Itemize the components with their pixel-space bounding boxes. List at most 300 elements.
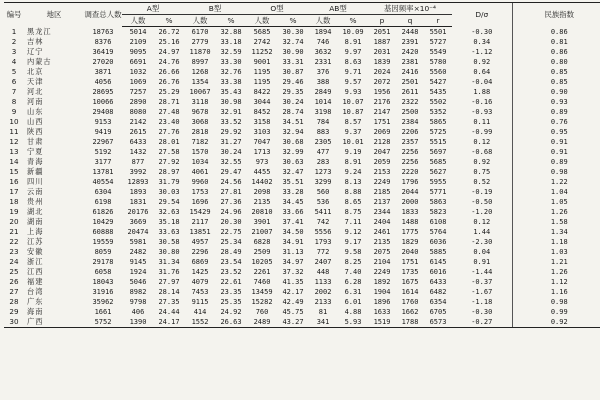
cell-o-percent: 37.41 (282, 218, 304, 226)
cell-o-count: 2509 (253, 248, 271, 256)
table-row (4, 117, 600, 127)
cell-ab-count: 81 (318, 308, 328, 316)
cell-a-percent: 30.58 (158, 238, 180, 246)
cell-a-count: 2109 (129, 38, 147, 46)
table-row (4, 227, 600, 237)
cell-b-percent: 28.49 (220, 248, 242, 256)
cell-b-percent: 23.54 (220, 258, 242, 266)
cell-o-percent: 29.35 (282, 88, 304, 96)
cell-q: 2000 (401, 198, 419, 206)
cell-ab-percent: 9.24 (344, 168, 362, 176)
header-total: 调查总人数 (84, 3, 122, 27)
cell-region: 山东 (27, 107, 44, 116)
header-no: 编号 (4, 3, 24, 27)
cell-ab-percent: 9.97 (344, 48, 362, 56)
cell-q: 2256 (401, 148, 419, 156)
cell-a-count: 2615 (129, 128, 147, 136)
cell-ethnic-index: 0.89 (512, 107, 600, 117)
cell-d-sigma: 0.11 (473, 118, 491, 126)
cell-o-count: 3103 (253, 128, 271, 136)
cell-r: 6108 (429, 218, 447, 226)
cell-d-sigma: 0.04 (473, 248, 491, 256)
cell-no: 3 (11, 47, 17, 56)
cell-o-count: 7047 (253, 138, 271, 146)
cell-p: 2031 (373, 48, 391, 56)
cell-region: 江西 (27, 267, 44, 276)
cell-a-percent: 27.48 (158, 108, 180, 116)
cell-ab-percent: 8.65 (344, 198, 362, 206)
cell-q: 2391 (401, 38, 419, 46)
header-group-b: B型 (184, 3, 246, 15)
cell-a-count: 6433 (129, 138, 147, 146)
cell-b-percent: 20.30 (220, 218, 242, 226)
cell-region: 吉林 (27, 37, 44, 46)
cell-p: 2344 (373, 208, 391, 216)
cell-b-percent: 29.47 (220, 168, 242, 176)
cell-d-sigma: 0.64 (473, 68, 491, 76)
cell-d-sigma: -0.27 (452, 317, 512, 328)
cell-d-sigma: -0.30 (471, 308, 493, 316)
cell-b-percent: 29.92 (220, 128, 242, 136)
subheader-p: p (368, 15, 396, 27)
cell-p: 2051 (373, 28, 391, 36)
cell-a-percent: 24.17 (154, 317, 184, 328)
cell-ethnic-index: 0.85 (512, 77, 600, 87)
cell-q: 2044 (401, 188, 419, 196)
cell-a-count: 877 (131, 158, 145, 166)
cell-p: 1892 (373, 278, 391, 286)
cell-b-percent: 32.55 (220, 158, 242, 166)
cell-q: 2256 (401, 158, 419, 166)
cell-a-count: 20474 (127, 228, 149, 236)
cell-a-count: 2482 (129, 248, 147, 256)
cell-p: 2128 (373, 138, 391, 146)
cell-r: 5685 (429, 158, 447, 166)
cell-o-count: 2135 (253, 198, 271, 206)
cell-b-percent: 31.27 (220, 138, 242, 146)
cell-total: 10429 (92, 218, 114, 226)
cell-ab-count: 1273 (314, 168, 332, 176)
cell-a-count: 7257 (129, 88, 147, 96)
cell-no: 5 (11, 67, 17, 76)
cell-no: 28 (9, 297, 19, 306)
cell-total: 6304 (94, 188, 112, 196)
cell-b-count: 15429 (189, 208, 211, 216)
cell-region: 甘肃 (27, 137, 44, 146)
cell-d-sigma: -0.16 (471, 98, 493, 106)
cell-region: 云南 (27, 187, 44, 196)
cell-r: 5955 (429, 178, 447, 186)
cell-p: 1956 (373, 88, 391, 96)
cell-r: 5863 (429, 198, 447, 206)
header-group-ab: AB型 (308, 3, 368, 15)
cell-q: 1675 (401, 278, 419, 286)
cell-o-percent: 33.31 (282, 58, 304, 66)
table-row (4, 87, 600, 97)
cell-o-percent: 42.49 (282, 298, 304, 306)
table-row (4, 167, 600, 177)
cell-region: 台湾 (27, 287, 44, 296)
cell-r: 5771 (429, 188, 447, 196)
cell-d-sigma: -0.93 (471, 108, 493, 116)
cell-r: 5764 (429, 228, 447, 236)
cell-b-count: 9115 (191, 298, 209, 306)
cell-p: 2047 (373, 148, 391, 156)
cell-ab-count: 3299 (314, 178, 332, 186)
cell-o-count: 20810 (251, 208, 273, 216)
cell-o-count: 2489 (246, 317, 278, 328)
cell-ethnic-index: 0.93 (512, 97, 600, 107)
cell-a-percent: 26.66 (158, 68, 180, 76)
cell-o-count: 10205 (251, 258, 273, 266)
cell-r: 6354 (429, 298, 447, 306)
cell-ab-count: 376 (316, 68, 330, 76)
cell-no: 29 (9, 307, 19, 316)
cell-p: 2137 (373, 198, 391, 206)
cell-a-count: 9095 (129, 48, 147, 56)
cell-d-sigma: 0.52 (473, 178, 491, 186)
cell-ab-percent: 5.93 (338, 317, 368, 328)
cell-a-percent: 27.35 (158, 298, 180, 306)
cell-o-count: 13459 (251, 288, 273, 296)
cell-region: 黑龙江 (27, 26, 52, 36)
cell-r: 5865 (429, 118, 447, 126)
cell-ab-count: 560 (316, 188, 330, 196)
cell-region: 辽宁 (27, 47, 44, 56)
table-row (4, 307, 600, 317)
cell-total: 29408 (92, 108, 114, 116)
cell-a-percent: 29.54 (158, 198, 180, 206)
cell-b-count: 6869 (191, 258, 209, 266)
cell-total: 61826 (92, 208, 114, 216)
cell-a-percent: 25.16 (158, 38, 180, 46)
cell-a-percent: 31.34 (158, 258, 180, 266)
cell-q: 2420 (401, 48, 419, 56)
cell-p: 2147 (373, 108, 391, 116)
cell-p: 2104 (373, 258, 391, 266)
table-row (4, 317, 600, 328)
cell-q: 1829 (401, 238, 419, 246)
cell-region: 四川 (27, 177, 44, 186)
cell-o-count: 1195 (253, 68, 271, 76)
cell-a-count: 8080 (129, 108, 147, 116)
cell-ab-percent: 8.63 (344, 58, 362, 66)
cell-region: 广西 (24, 317, 84, 328)
cell-a-percent: 28.14 (158, 288, 180, 296)
cell-q: 1662 (401, 308, 419, 316)
cell-total: 1661 (94, 308, 112, 316)
cell-ethnic-index: 0.95 (512, 127, 600, 137)
cell-d-sigma: -0.50 (471, 198, 493, 206)
blood-group-table (4, 2, 600, 328)
cell-ethnic-index: 1.03 (512, 247, 600, 257)
cell-a-percent: 27.58 (158, 148, 180, 156)
cell-region: 河南 (27, 97, 44, 106)
cell-b-percent: 27.81 (220, 188, 242, 196)
cell-o-percent: 34.91 (282, 238, 304, 246)
cell-a-count: 1893 (129, 188, 147, 196)
cell-ethnic-index: 0.86 (512, 47, 600, 57)
header-region: 地区 (24, 3, 84, 27)
table-row (4, 147, 600, 157)
table-row (4, 177, 600, 187)
cell-a-percent: 27.97 (158, 278, 180, 286)
cell-total: 35962 (92, 298, 114, 306)
cell-ab-percent: 6.28 (344, 278, 362, 286)
cell-region: 上海 (27, 227, 44, 236)
cell-ethnic-index: 0.85 (512, 67, 600, 77)
cell-total: 9153 (94, 118, 112, 126)
cell-ab-count: 1894 (314, 28, 332, 36)
cell-r: 5549 (429, 48, 447, 56)
cell-o-percent: 42.17 (282, 288, 304, 296)
cell-region: 湖南 (27, 217, 44, 226)
cell-o-percent: 30.90 (282, 48, 304, 56)
cell-a-percent: 32.63 (158, 208, 180, 216)
cell-o-count: 760 (255, 308, 269, 316)
cell-d-sigma: 0.75 (473, 168, 491, 176)
cell-b-count: 10067 (189, 88, 211, 96)
cell-no: 12 (9, 137, 19, 146)
cell-o-count: 21007 (251, 228, 273, 236)
cell-b-count: 11870 (189, 48, 211, 56)
table-row (4, 247, 600, 257)
cell-a-count: 5046 (129, 278, 147, 286)
cell-a-count: 5981 (129, 238, 147, 246)
cell-p: 2249 (373, 268, 391, 276)
cell-p: 2249 (373, 178, 391, 186)
cell-ab-count: 784 (316, 118, 330, 126)
cell-d-sigma: -1.12 (471, 48, 493, 56)
cell-q: 2448 (401, 28, 419, 36)
cell-a-count: 12893 (127, 178, 149, 186)
cell-o-percent: 32.74 (282, 38, 304, 46)
cell-r: 5435 (429, 88, 447, 96)
subheader-o-percent: % (278, 15, 308, 27)
cell-o-percent: 29.46 (282, 78, 304, 86)
cell-a-percent: 23.40 (158, 118, 180, 126)
cell-o-percent: 43.27 (278, 317, 308, 328)
cell-o-count: 3158 (253, 118, 271, 126)
cell-o-percent: 35.51 (282, 178, 304, 186)
cell-region: 湖北 (27, 207, 44, 216)
cell-total: 5752 (84, 317, 122, 328)
cell-b-count: 1570 (191, 148, 209, 156)
cell-b-percent: 32.76 (220, 68, 242, 76)
cell-no: 21 (9, 227, 19, 236)
cell-d-sigma: 0.92 (473, 58, 491, 66)
cell-a-percent: 31.79 (158, 178, 180, 186)
cell-b-percent: 30.24 (220, 148, 242, 156)
cell-no: 27 (9, 287, 19, 296)
cell-p: 1839 (373, 58, 391, 66)
cell-o-percent: 37.32 (282, 268, 304, 276)
cell-no: 11 (9, 127, 19, 136)
subheader-ab-count: 人数 (308, 15, 338, 27)
table-row (4, 77, 600, 87)
cell-total: 60888 (92, 228, 114, 236)
cell-o-count: 5685 (253, 28, 271, 36)
cell-ethnic-index: 1.58 (512, 217, 600, 227)
cell-b-percent: 22.61 (220, 278, 242, 286)
cell-p: 2153 (373, 168, 391, 176)
cell-ab-count: 2305 (314, 138, 332, 146)
cell-ab-percent: 9.93 (344, 88, 362, 96)
cell-q: 1735 (401, 268, 419, 276)
cell-a-count: 3992 (129, 168, 147, 176)
cell-ab-percent: 10.07 (342, 98, 364, 106)
cell-total: 3871 (94, 68, 112, 76)
cell-no: 18 (9, 197, 19, 206)
cell-no: 7 (11, 87, 17, 96)
table-row (4, 297, 600, 307)
cell-ab-count: 536 (316, 198, 330, 206)
cell-ethnic-index: 1.34 (512, 227, 600, 237)
cell-total: 18043 (92, 278, 114, 286)
cell-b-percent: 25.34 (220, 238, 242, 246)
cell-p: 2461 (373, 228, 391, 236)
cell-ethnic-index: 0.86 (512, 27, 600, 38)
cell-p: 2059 (373, 158, 391, 166)
cell-region: 贵州 (27, 197, 44, 206)
subheader-q: q (396, 15, 424, 27)
cell-p: 1633 (373, 308, 391, 316)
cell-no: 8 (11, 97, 17, 106)
cell-a-percent: 31.76 (158, 268, 180, 276)
cell-r: 6036 (429, 238, 447, 246)
table-row (4, 37, 600, 47)
cell-d-sigma: -0.99 (471, 128, 493, 136)
cell-ab-count: 2407 (314, 258, 332, 266)
cell-ab-percent: 7.40 (344, 268, 362, 276)
cell-ab-percent: 8.88 (344, 188, 362, 196)
cell-ab-percent: 9.37 (344, 128, 362, 136)
cell-region: 北京 (27, 67, 44, 76)
cell-a-percent: 27.76 (158, 128, 180, 136)
cell-o-percent: 41.35 (282, 278, 304, 286)
cell-b-percent: 30.98 (220, 98, 242, 106)
cell-o-count: 8422 (253, 88, 271, 96)
cell-o-percent: 30.30 (282, 28, 304, 36)
cell-o-count: 4455 (253, 168, 271, 176)
cell-ethnic-index: 1.12 (512, 277, 600, 287)
cell-total: 10066 (92, 98, 114, 106)
cell-d-sigma: 0.12 (473, 218, 491, 226)
cell-b-count: 4061 (191, 168, 209, 176)
cell-d-sigma: 0.91 (473, 258, 491, 266)
cell-a-count: 2142 (129, 118, 147, 126)
cell-b-count: 1425 (191, 268, 209, 276)
cell-d-sigma: 0.92 (473, 158, 491, 166)
cell-q: 1788 (396, 317, 424, 328)
cell-o-percent: 28.74 (282, 108, 304, 116)
cell-o-count: 973 (255, 158, 269, 166)
cell-b-count: 9678 (191, 108, 209, 116)
cell-ab-count: 2002 (314, 288, 332, 296)
subheader-o-count: 人数 (246, 15, 278, 27)
cell-o-count: 6828 (253, 238, 271, 246)
cell-r: 5427 (429, 78, 447, 86)
cell-ethnic-index: 0.91 (512, 147, 600, 157)
cell-b-percent: 25.35 (220, 298, 242, 306)
cell-ethnic-index: 1.26 (512, 207, 600, 217)
cell-b-count: 1696 (191, 198, 209, 206)
cell-ab-percent: 9.12 (344, 228, 362, 236)
cell-ab-count: 341 (308, 317, 338, 328)
cell-ab-count: 2331 (314, 58, 332, 66)
cell-b-count: 2779 (191, 38, 209, 46)
subheader-b-count: 人数 (184, 15, 216, 27)
cell-total: 19559 (92, 238, 114, 246)
cell-a-count: 3669 (129, 218, 147, 226)
cell-b-count: 3068 (191, 118, 209, 126)
cell-b-count: 9960 (191, 178, 209, 186)
cell-total: 5192 (94, 148, 112, 156)
cell-a-percent: 24.76 (158, 58, 180, 66)
cell-no: 14 (9, 157, 19, 166)
cell-d-sigma: -1.44 (471, 268, 493, 276)
cell-a-percent: 28.71 (158, 98, 180, 106)
cell-p: 2185 (373, 188, 391, 196)
cell-no: 9 (11, 107, 17, 116)
table-body (4, 27, 600, 328)
cell-o-count: 11252 (251, 48, 273, 56)
cell-no: 22 (9, 237, 19, 246)
cell-b-count: 7453 (191, 288, 209, 296)
header-d-sigma: D/σ (452, 3, 512, 27)
cell-q: 1488 (401, 218, 419, 226)
cell-region: 江苏 (27, 237, 44, 246)
cell-b-percent: 24.56 (220, 178, 242, 186)
cell-a-percent: 30.03 (158, 188, 180, 196)
cell-a-percent: 30.80 (158, 248, 180, 256)
cell-region: 浙江 (27, 257, 44, 266)
cell-total: 28695 (92, 88, 114, 96)
subheader-ab-percent: % (338, 15, 368, 27)
cell-r: 5725 (429, 128, 447, 136)
cell-ab-percent: 9.57 (344, 78, 362, 86)
table-row (4, 287, 600, 297)
cell-no: 13 (9, 147, 19, 156)
cell-ethnic-index: 0.92 (512, 317, 600, 328)
cell-region: 安徽 (27, 247, 44, 256)
cell-a-percent: 24.44 (158, 308, 180, 316)
cell-a-count: 2890 (129, 98, 147, 106)
cell-o-count: 2742 (253, 38, 271, 46)
cell-q: 1614 (401, 288, 419, 296)
cell-region: 内蒙古 (27, 57, 52, 66)
cell-b-count: 1753 (191, 188, 209, 196)
cell-total: 6198 (94, 198, 112, 206)
cell-q: 2220 (401, 168, 419, 176)
cell-no: 6 (11, 77, 17, 86)
cell-ab-percent: 8.91 (344, 38, 362, 46)
table-row (4, 47, 600, 57)
cell-o-percent: 30.24 (282, 98, 304, 106)
cell-p: 1904 (373, 288, 391, 296)
cell-region: 海南 (27, 307, 44, 316)
cell-o-percent: 34.50 (282, 228, 304, 236)
cell-d-sigma: -2.30 (471, 238, 493, 246)
cell-o-count: 14402 (251, 178, 273, 186)
table-row (4, 267, 600, 277)
cell-q: 2357 (401, 138, 419, 146)
cell-no: 17 (9, 187, 19, 196)
cell-p: 2072 (373, 78, 391, 86)
table-row (4, 207, 600, 217)
cell-o-count: 8452 (253, 108, 271, 116)
cell-r: 5560 (429, 68, 447, 76)
